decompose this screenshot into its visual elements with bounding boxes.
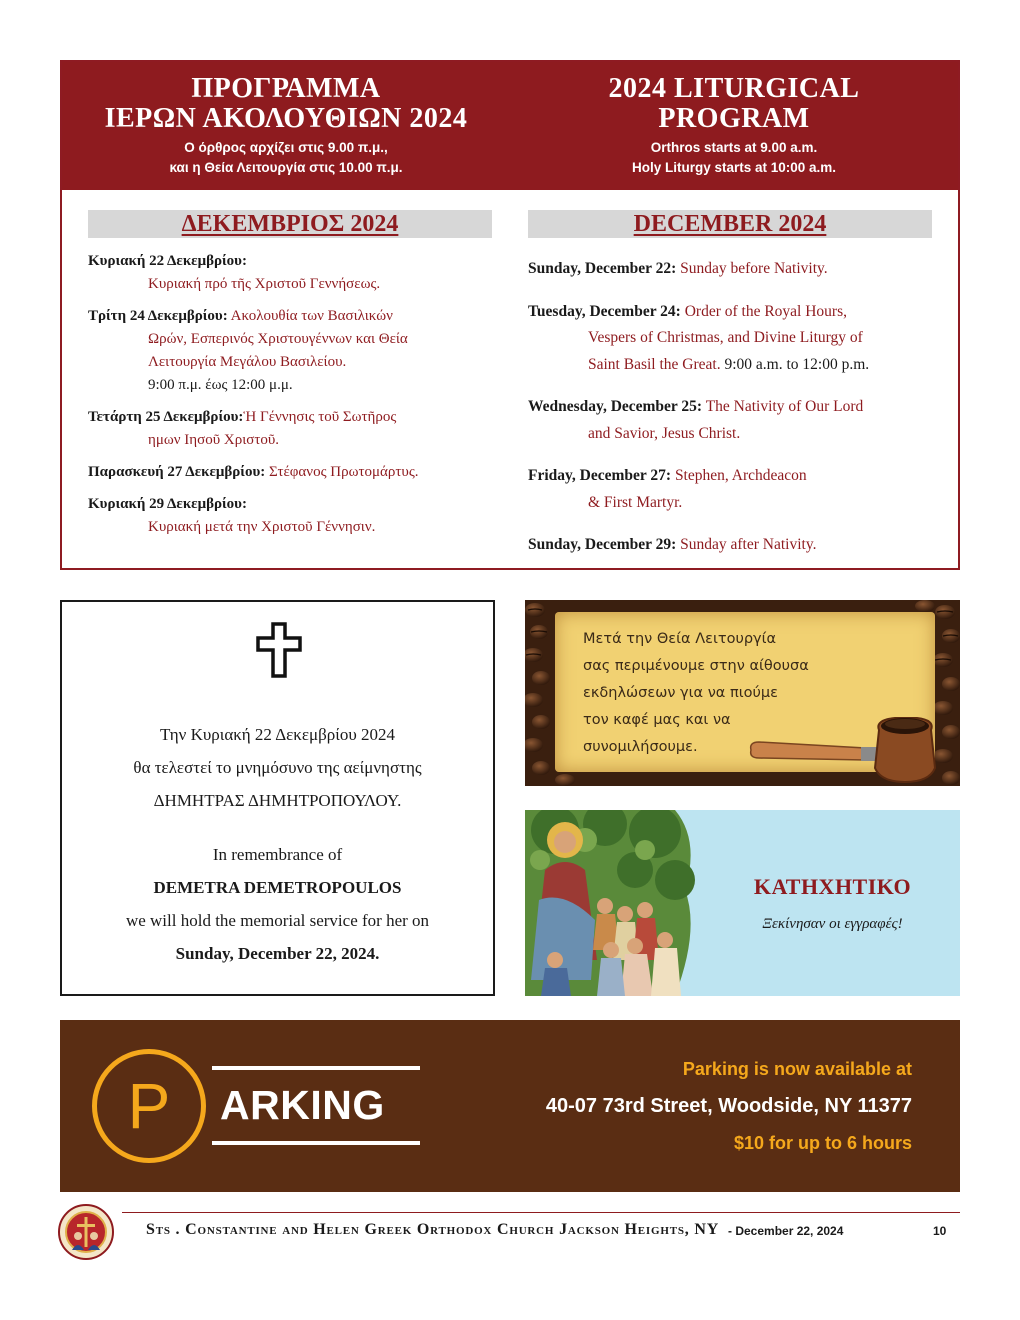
english-entries — [528, 256, 932, 559]
footer-rule — [122, 1212, 960, 1213]
entry-service-cont: Saint Basil the Great. — [588, 355, 721, 373]
entry-date: Τρίτη 24 Δεκεμβρίου: — [88, 308, 228, 324]
coffee-line-4: τον καφέ μας και να — [583, 712, 731, 728]
english-entry — [528, 532, 932, 559]
parking-letter: P — [127, 1070, 171, 1142]
entry-service: Κυριακή μετά την Χριστοῦ Γέννησιν. — [148, 519, 376, 535]
english-subtitle-line1: Orthros starts at 9.00 a.m. — [650, 140, 818, 155]
english-schedule — [528, 210, 932, 575]
english-entry — [528, 299, 932, 379]
memorial-notice — [60, 600, 495, 996]
coffee-line-2: σας περιμένουμε στην αίθουσα — [583, 658, 809, 674]
program-body — [62, 190, 958, 575]
entry-date: Wednesday, December 25: — [528, 398, 703, 415]
entry-service: Stephen, Archdeacon — [674, 467, 807, 484]
cross-icon — [256, 622, 302, 678]
entry-date: Sunday, December 22: — [528, 260, 677, 277]
entry-date: Friday, December 27: — [528, 467, 672, 484]
english-entry — [528, 256, 932, 283]
coffee-pot-icon — [745, 710, 955, 786]
memorial-greek — [62, 718, 493, 817]
memorial-english-line2: we will hold the memorial service for her on — [125, 911, 430, 930]
english-header — [510, 62, 958, 190]
memorial-english-date: Sunday, December 22, 2024. — [175, 944, 380, 963]
english-subtitle-line2: Holy Liturgy starts at 10:00 a.m. — [631, 160, 837, 175]
parking-banner — [60, 1020, 960, 1192]
footer-church-name: Sts . Constantine and Helen Greek Orthodox Church Jackson Heights, NY — [146, 1221, 720, 1238]
coffee-line-5: συνομιλήσουμε. — [583, 739, 698, 755]
entry-date: Sunday, December 29: — [528, 536, 677, 553]
catechism-title: ΚΑΤΗΧΗΤΙΚΟ — [753, 874, 912, 899]
liturgical-program — [60, 60, 960, 570]
english-entry — [528, 394, 932, 447]
coffee-hour-banner — [525, 600, 960, 786]
entry-service: Ἡ Γέννησις τοῦ Σωτῆρος — [243, 409, 397, 425]
entry-service: The Nativity of Our Lord — [705, 398, 864, 415]
entry-service-cont: Λειτουργία Μεγάλου Βασιλείου. — [148, 354, 347, 370]
entry-service: Order of the Royal Hours, — [684, 302, 847, 320]
greek-month-heading: ΔΕΚΕΜΒΡΙΟΣ 2024 — [88, 210, 492, 238]
entry-service: Sunday after Nativity. — [680, 536, 817, 553]
parking-word: ARKING — [220, 1082, 385, 1128]
memorial-english-name: DEMETRA DEMETROPOULOS — [153, 878, 402, 897]
entry-service-cont: Vespers of Christmas, and Divine Liturgy of — [588, 329, 863, 346]
entry-service-cont: ημων Ιησοῦ Χριστοῦ. — [148, 432, 280, 448]
parking-top-rule — [212, 1066, 420, 1070]
memorial-greek-line2: θα τελεστεί το μνημόσυνο της αείμνηστης — [133, 758, 422, 777]
coffee-line-1: Μετά την Θεία Λειτουργία — [583, 631, 777, 647]
greek-subtitle-line1: Ο όρθρος αρχίζει στις 9.00 π.μ., — [184, 140, 388, 155]
footer-date: - December 22, 2024 — [728, 1224, 844, 1238]
greek-entry — [88, 406, 492, 452]
greek-title-line1: ΠΡΟΓΡΑΜΜΑ — [191, 73, 381, 104]
entry-service-cont: and Savior, Jesus Christ. — [588, 424, 741, 442]
memorial-greek-name: ΔΗΜΗΤΡΑΣ ΔΗΜΗΤΡΟΠΟΥΛΟΥ. — [153, 791, 402, 810]
memorial-english-line1: In remembrance of — [212, 845, 343, 864]
english-title-line1: 2024 LITURGICAL — [608, 73, 860, 104]
coffee-line-3: εκδηλώσεων για να πιούμε — [583, 685, 778, 701]
parking-address: 40-07 73rd Street, Woodside, NY 11377 — [545, 1095, 912, 1117]
greek-entry — [88, 461, 492, 484]
entry-service-cont: Ωρών, Εσπερινός Χριστουγέννων και Θεία — [148, 331, 408, 347]
english-entry — [528, 463, 932, 516]
christ-teaching-children-icon — [525, 810, 705, 996]
catechism-subtitle: Ξεκίνησαν οι εγγραφές! — [762, 916, 903, 932]
greek-entry — [88, 250, 492, 296]
greek-header — [62, 62, 510, 190]
parking-price: $10 for up to 6 hours — [733, 1133, 912, 1153]
greek-entry — [88, 493, 492, 539]
parking-availability: Parking is now available at — [682, 1059, 912, 1079]
page-number: 10 — [933, 1224, 947, 1238]
memorial-greek-line1: Την Κυριακή 22 Δεκεμβρίου 2024 — [159, 725, 396, 744]
entry-service: Sunday before Nativity. — [680, 260, 828, 277]
entry-service-cont: & First Martyr. — [588, 493, 683, 511]
program-header — [62, 62, 958, 190]
entry-service: Κυριακή πρό τῆς Χριστοῦ Γεννήσεως. — [148, 276, 381, 292]
parking-bottom-rule — [212, 1141, 420, 1145]
entry-time: 9:00 a.m. to 12:00 p.m. — [724, 355, 870, 373]
entry-date: Παρασκευή 27 Δεκεμβρίου: — [88, 464, 266, 480]
entry-date: Κυριακή 29 Δεκεμβρίου: — [88, 496, 247, 512]
entry-date: Tuesday, December 24: — [528, 302, 681, 320]
greek-schedule — [88, 210, 492, 575]
english-month-heading: DECEMBER 2024 — [528, 210, 932, 238]
entry-service: Ακολουθία των Βασιλικών — [230, 308, 393, 324]
church-seal-icon — [58, 1204, 114, 1260]
english-title-line2: PROGRAM — [658, 103, 810, 134]
entry-service: Στέφανος Πρωτομάρτυς. — [268, 464, 419, 480]
parking-details — [546, 1056, 912, 1156]
greek-entry — [88, 305, 492, 397]
memorial-english — [62, 838, 493, 970]
greek-subtitle-line2: και η Θεία Λειτουργία στις 10.00 π.μ. — [169, 160, 403, 175]
greek-entries — [88, 250, 492, 539]
greek-title-line2: ΙΕΡΩΝ ΑΚΟΛΟΥΘΙΩΝ 2024 — [104, 103, 468, 134]
parking-p-icon — [92, 1049, 206, 1163]
entry-date: Τετάρτη 25 Δεκεμβρίου: — [88, 409, 244, 425]
catechism-banner — [525, 810, 960, 996]
entry-date: Κυριακή 22 Δεκεμβρίου: — [88, 253, 247, 269]
entry-time: 9:00 π.μ. έως 12:00 μ.μ. — [148, 377, 293, 393]
